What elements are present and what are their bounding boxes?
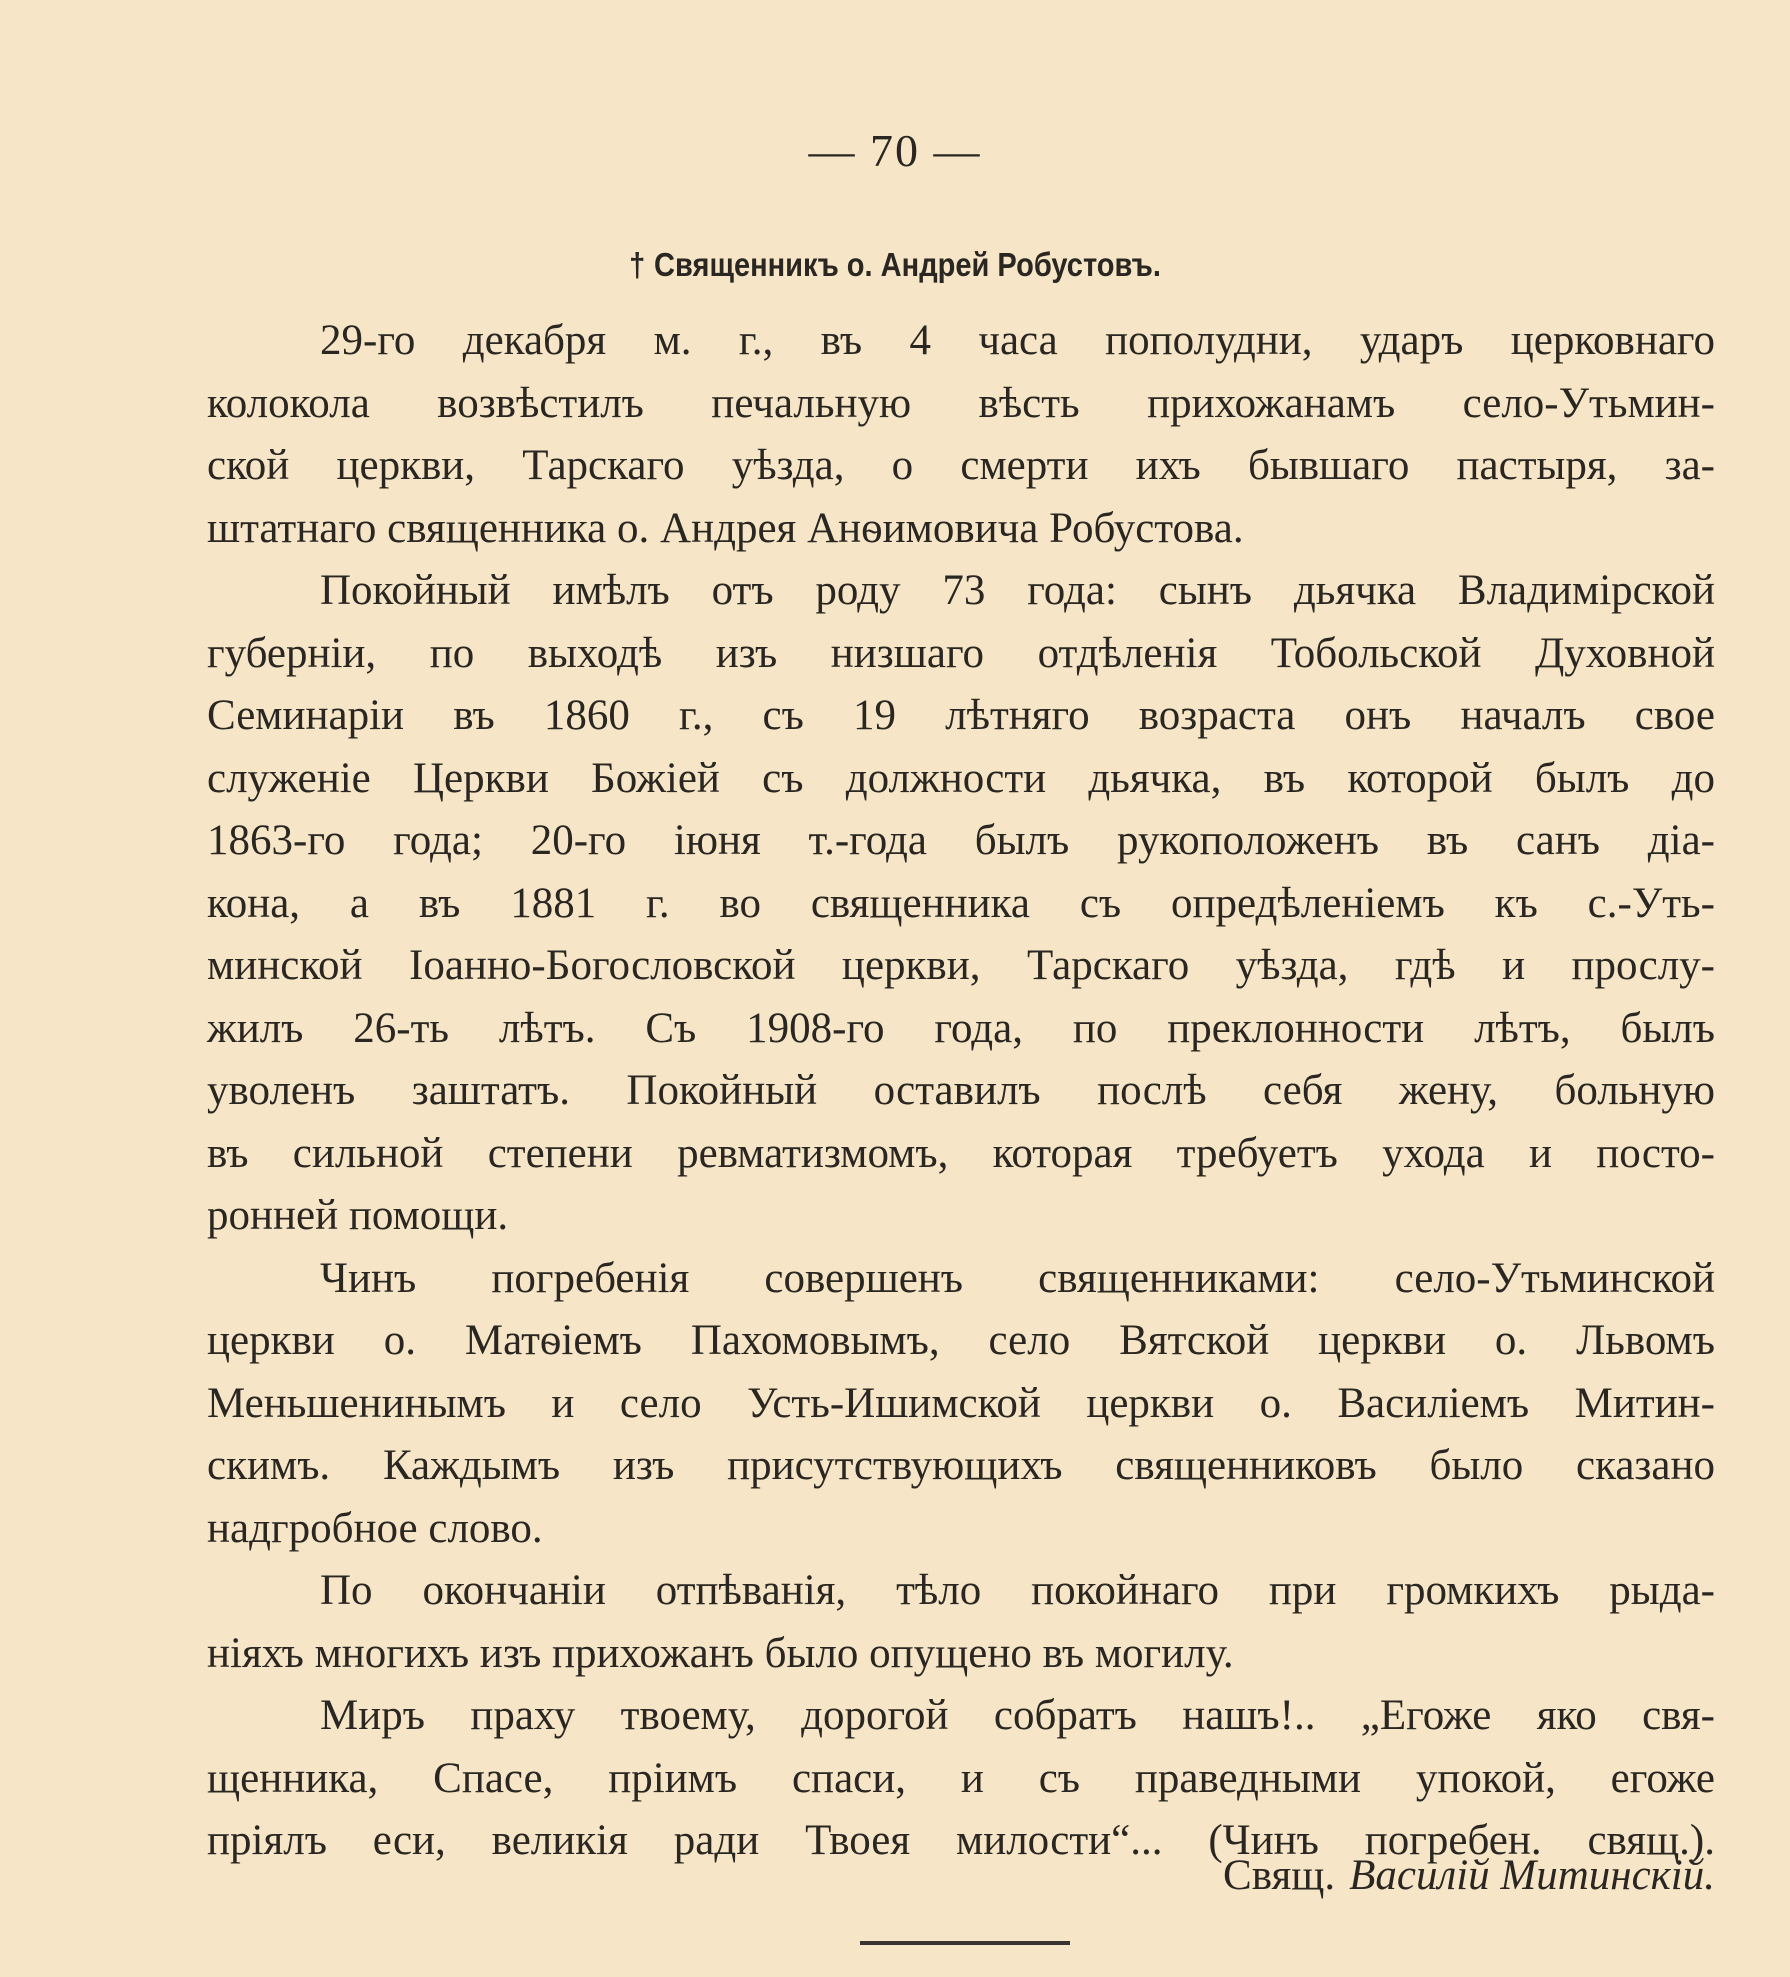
text-line: надгробное слово. [207, 1504, 543, 1552]
text-line: Миръ праху твоему, дорогой собратъ нашъ!.. „Егоже яко свя- [320, 1692, 1715, 1739]
text-line: ронней помощи. [207, 1192, 509, 1239]
signature [1223, 1845, 1715, 1907]
end-divider [860, 1941, 1070, 1945]
text-line: Чинъ погребенія совершенъ священниками: село-Утьминской [320, 1254, 1715, 1302]
text-line: колокола возвѣстилъ печальную вѣсть прихожанамъ село-Утьмин- [207, 379, 1715, 427]
text-line: уволенъ заштатъ. Покойный оставилъ послѣ себя жену, больную [207, 1067, 1715, 1114]
text-line: губерніи, по выходѣ изъ низшаго отдѣленія Тобольской Духовной [207, 629, 1715, 677]
text-line: служеніе Церкви Божіей съ должности дьячка, въ которой былъ до [207, 754, 1715, 802]
text-line: 1863-го года; 20-го іюня т.-года былъ рукоположенъ въ санъ діа- [207, 817, 1715, 864]
title-text: Священникъ о. Андрей Робустовъ. [654, 246, 1161, 283]
text-line: пріялъ еси, великія ради Твоея милости“... (Чинъ погребен. свящ.). [207, 1817, 1715, 1864]
page-number: — 70 — [808, 125, 982, 176]
text-line: По окончаніи отпѣванія, тѣло покойнаго при громкихъ рыда- [320, 1567, 1715, 1614]
text-line: 29-го декабря м. г., въ 4 часа пополудни, ударъ церковнаго [320, 317, 1715, 364]
text-line: въ сильной степени ревматизмомъ, которая требуетъ ухода и посто- [207, 1129, 1715, 1177]
text-line: ской церкви, Тарскаго уѣзда, о смерти ихъ бывшаго пастыря, за- [207, 442, 1715, 489]
signature-rank: Свящ. [1223, 1852, 1336, 1899]
text-line: Покойный имѣлъ отъ роду 73 года: сынъ дьячка Владимірской [320, 567, 1715, 614]
text-line: жилъ 26-ть лѣтъ. Съ 1908-го года, по преклонности лѣтъ, былъ [207, 1004, 1715, 1052]
text-line: Меньшенинымъ и село Усть-Ишимской церкви о. Василіемъ Митин- [207, 1379, 1715, 1427]
article-body [207, 310, 1715, 1873]
cross-icon: † [629, 246, 646, 283]
article-title [107, 248, 1682, 281]
text-line: минской Іоанно-Богословской церкви, Тарскаго уѣзда, гдѣ и прослу- [207, 942, 1715, 989]
text-line: скимъ. Каждымъ изъ присутствующихъ священниковъ было сказано [207, 1442, 1715, 1489]
text-line: щенника, Спасе, пріимъ спаси, и съ праведными упокой, егоже [207, 1754, 1715, 1802]
text-line: кона, а въ 1881 г. во священника съ опредѣленіемъ къ с.-Уть- [207, 879, 1715, 927]
text-line: церкви о. Матѳіемъ Пахомовымъ, село Вятской церкви о. Львомъ [207, 1317, 1715, 1364]
text-line: штатнаго священника о. Андрея Анѳимовича Робустова. [207, 504, 1244, 552]
signature-name: Василій Митинскій. [1349, 1852, 1715, 1899]
text-line: ніяхъ многихъ изъ прихожанъ было опущено въ могилу. [207, 1629, 1234, 1677]
text-line: Семинаріи въ 1860 г., съ 19 лѣтняго возраста онъ началъ свое [207, 692, 1715, 739]
